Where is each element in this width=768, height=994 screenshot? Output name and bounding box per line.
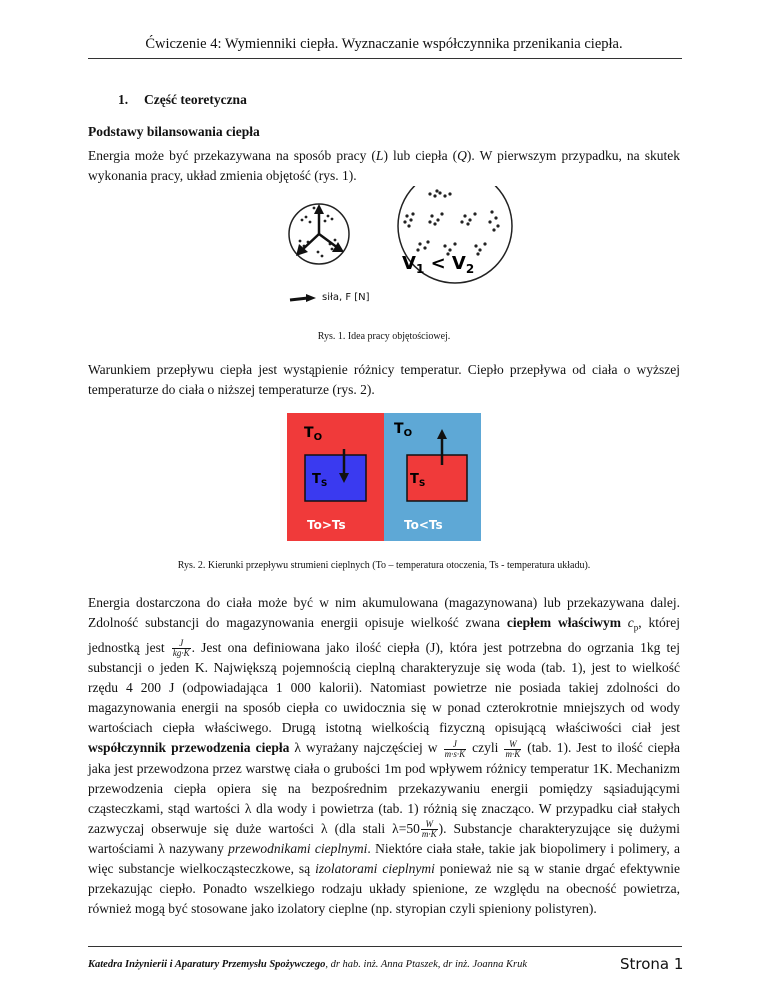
paragraph-1: Energia może być przekazywana na sposób pracy (L) lub ciepła (Q). W pierwszym przypadku, na skutek wykonania pracy, układ zmienia objętość (rys. 1). bbox=[88, 148, 680, 183]
volume-relation-label: $V_1 < V_2$ bbox=[402, 253, 475, 276]
paragraph-3: Energia dostarczona do ciała może być w nim akumulowana (magazynowana) lub przekazywana dalej. Zdolność substancji do magazynowania energii opisuje wielkość zwana ciepłem właściwym $c_p$, której jednostką jest $\frac{J}{kg\cdot K}$ . Jest ona definiowana jako ilość ciepła (J), która jest potrzebna do ogrzania 1kg tej substancji o jeden K. Największą pojemnością cieplną charakteryzuje się woda (tab. 1), jest to wielkość rzędu 4 200 J (odpowiadająca 1 000 kalorii). Natomiast powietrze nie posiada takiej zdolności do magazynowania energii na sposób ciepła co uwidocznia się w ponad czterokrotnie mniejszych od wody wartościach ciepła właściwego. Drugą istotną wielkością fizyczną opisującą właściwości ciał jest współczynnik przewodzenia ciepła λ wyrażany najczęściej w $\frac{J}{m\cdot s\cdot K}$ czyli $\frac{W}{m\cdot K}$ (tab. 1). Jest to ilość ciepła jaka jest przewodzona przez warstwę ciała o grubości 1m pod wpływem różnicy temperatur 1K. Mechanizm przewodzenia ciepła opiera się na bezpośrednim przekazywaniu energii pomiędzy sąsiadującymi cząsteczkami, stąd wartości λ dla wody i powietrza (tab. 1) różnią się znacząco. W przypadku ciał stałych zazwyczaj obserwuje się duże wartości λ (dla stali λ=50 $\frac{W}{m\cdot K}$ ). Substancje charakteryzujące się dużymi wartościami λ nazywany przewodnikami cieplnymi. Niektóre ciała stałe, takie jak biopolimery i polimery, a więc substancje wielkocząsteczkowe, są izolatorami cieplnymi ponieważ nie są w stanie drgać efektywnie przekazując ciepło. Ponadto wszelkiego rodzaju układy spienione, ze względu na obecność powietrza, również mogą być stosowane jako izolatory cieplne (np. styropian czyli spieniony polistyren). bbox=[88, 595, 680, 916]
subheading: Podstawy bilansowania ciepła bbox=[88, 124, 260, 139]
page-number: Strona 1 bbox=[620, 955, 684, 973]
paragraph-2: Warunkiem przepływu ciepła jest wystąpienie różnicy temperatur. Ciepło przepływa od ciała o wyższej temperaturze do ciała o niższej temperaturze (rys. 2). bbox=[88, 362, 680, 397]
left-to-label: $T_O$ bbox=[304, 425, 323, 443]
section-title: Część teoretyczna bbox=[144, 92, 247, 107]
figure-1-volume-work bbox=[280, 186, 520, 306]
small-volume-circle bbox=[289, 204, 349, 264]
page-header: Ćwiczenie 4: Wymienniki ciepła. Wyznaczanie współczynnika przenikania ciepła. bbox=[145, 36, 623, 52]
figure-2-caption: Rys. 2. Kierunki przepływu strumieni cieplnych (To – temperatura otoczenia, Ts - temperatura układu). bbox=[177, 560, 591, 571]
left-ts-label: $T_S$ bbox=[312, 472, 328, 489]
header-divider bbox=[88, 58, 682, 59]
left-relation-label: To>Ts bbox=[307, 518, 346, 532]
figure-1-caption: Rys. 1. Idea pracy objętościowej. bbox=[317, 331, 451, 342]
force-legend-label: siła, F [N] bbox=[322, 292, 370, 303]
right-to-label: $T_O$ bbox=[394, 421, 413, 439]
footer-divider bbox=[88, 946, 682, 947]
right-ts-label: $T_S$ bbox=[410, 472, 426, 489]
right-relation-label: To<Ts bbox=[404, 518, 443, 532]
figure-2-heat-flow bbox=[287, 413, 481, 541]
section-number: 1. bbox=[118, 92, 129, 107]
footer-department: Katedra Inżynierii i Aparatury Przemysłu Spożywczego, dr hab. inż. Anna Ptaszek, dr inż. Joanna Kruk bbox=[88, 959, 527, 970]
force-arrow-icon bbox=[288, 292, 318, 306]
